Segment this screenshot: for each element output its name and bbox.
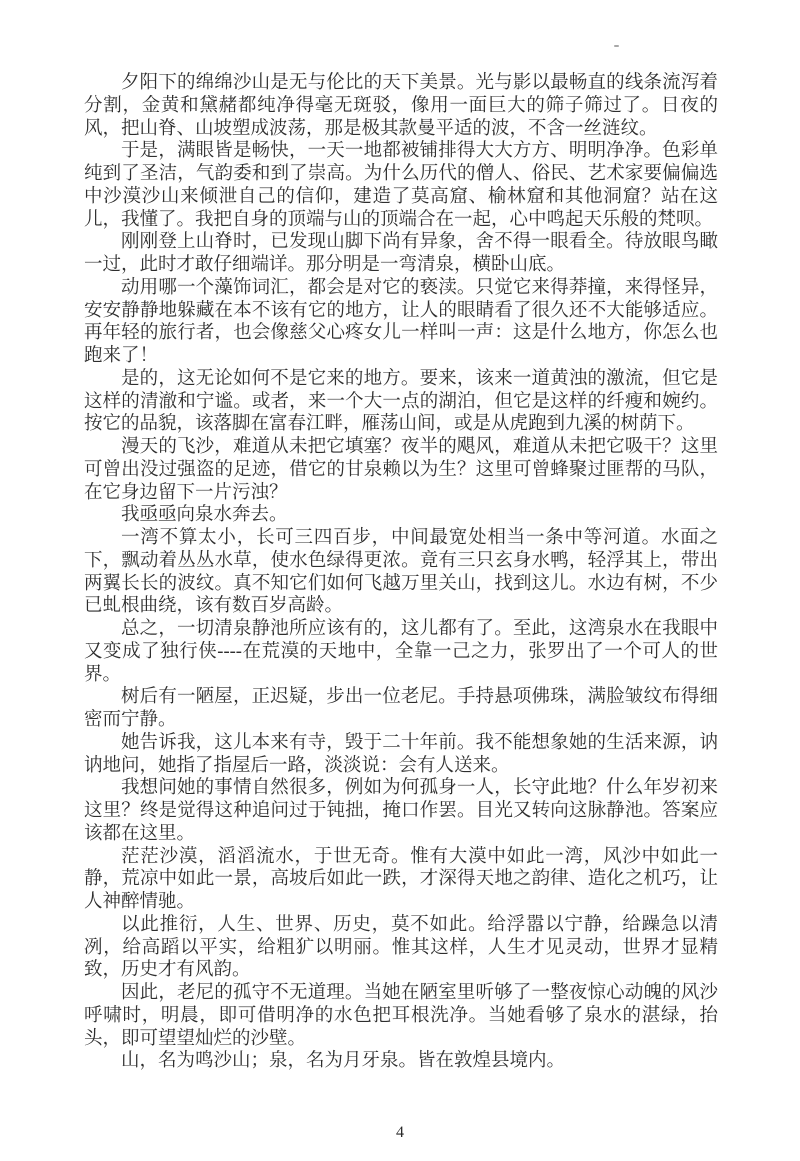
paragraph: 于是，满眼皆是畅快，一天一地都被铺排得大大方方、明明净净。色彩单纯到了圣洁，气韵委和到了崇高。为什么历代的僧人、俗民、艺术家要偏偏选中沙漠沙山来倾泄自己的信仰，建造了莫高窟、榆林窟和其他洞窟？站在这儿，我懂了。我把自身的顶端与山的顶端合在一起，心中鸣起天乐般的梵呗。 xyxy=(84,141,718,230)
paragraph: 动用哪一个藻饰词汇，都会是对它的亵渎。只觉它来得莽撞，来得怪异，安安静静地躲藏在本不该有它的地方，让人的眼睛看了很久还不大能够适应。再年轻的旅行者，也会像慈父心疼女儿一样叫一声：这是什么地方，你怎么也跑来了！ xyxy=(84,277,718,366)
paragraph: 山，名为鸣沙山；泉，名为月牙泉。皆在敦煌县境内。 xyxy=(121,1051,566,1072)
paragraph: 因此，老尼的孤守不无道理。当她在陋室里听够了一整夜惊心动魄的风沙呼啸时，明晨，即可借明净的水色把耳根洗净。当她看够了泉水的湛绿，抬头，即可望望灿烂的沙壁。 xyxy=(84,983,718,1049)
paragraph: 夕阳下的绵绵沙山是无与伦比的天下美景。光与影以最畅直的线条流泻着分割，金黄和黛赭都纯净得毫无斑驳，像用一面巨大的筛子筛过了。日夜的风，把山脊、山坡塑成波荡，那是极其款曼平适的波，不含一丝涟纹。 xyxy=(84,73,718,139)
paragraph: 总之，一切清泉静池所应该有的，这儿都有了。至此，这湾泉水在我眼中又变成了独行侠----在荒漠的天地中，全靠一己之力，张罗出了一个可人的世界。 xyxy=(84,619,718,685)
paragraph: 是的，这无论如何不是它来的地方。要来，该来一道黄浊的激流，但它是这样的清澈和宁谧。或者，来一个大一点的湖泊，但它是这样的纤瘦和婉约。按它的品貌，该落脚在富春江畔，雁荡山间，或是从虎跑到九溪的树荫下。 xyxy=(84,368,718,435)
paragraph: 刚刚登上山脊时，已发现山脚下尚有异象，舍不得一眼看全。待放眼鸟瞰一过，此时才敢仔细端详。那分明是一弯清泉，横卧山底。 xyxy=(84,232,718,275)
paragraph: 一湾不算太小，长可三四百步，中间最宽处相当一条中等河道。水面之下，飘动着丛丛水草，使水色绿得更浓。竟有三只玄身水鸭，轻浮其上，带出两翼长长的波纹。真不知它们如何飞越万里关山，找到这儿。水边有树，不少已虬根曲绕，该有数百岁高龄。 xyxy=(84,528,718,617)
paragraph: 以此推衍，人生、世界、历史，莫不如此。给浮嚣以宁静，给躁急以清冽，给高蹈以平实，给粗犷以明丽。惟其这样，人生才见灵动，世界才显精致，历史才有风韵。 xyxy=(84,914,718,981)
document-body xyxy=(84,72,718,1073)
page-number: 4 xyxy=(396,1124,404,1141)
paragraph: 树后有一陋屋，正迟疑，步出一位老尼。手持悬项佛珠，满脸皱纹布得细密而宁静。 xyxy=(84,687,718,730)
paragraph: 我亟亟向泉水奔去。 xyxy=(121,505,288,526)
paragraph: 我想问她的事情自然很多，例如为何孤身一人，长守此地？什么年岁初来这里？终是觉得这种追问过于钝拙，掩口作罢。目光又转向这脉静池。答案应该都在这里。 xyxy=(84,778,718,844)
paragraph: 茫茫沙漠，滔滔流水，于世无奇。惟有大漠中如此一湾，风沙中如此一静，荒凉中如此一景，高坡后如此一跌，才深得天地之韵律、造化之机巧，让人神醉情驰。 xyxy=(84,846,718,912)
paragraph: 她告诉我，这儿本来有寺，毁于二十年前。我不能想象她的生活来源，讷讷地问，她指了指屋后一路，淡淡说：会有人送来。 xyxy=(84,732,718,776)
paragraph: 漫天的飞沙，难道从未把它填塞？夜半的飓风，难道从未把它吸干？这里可曾出没过强盗的足迹，借它的甘泉赖以为生？这里可曾蜂聚过匪帮的马队，在它身边留下一片污浊？ xyxy=(84,437,718,503)
scan-speckle xyxy=(614,45,619,47)
